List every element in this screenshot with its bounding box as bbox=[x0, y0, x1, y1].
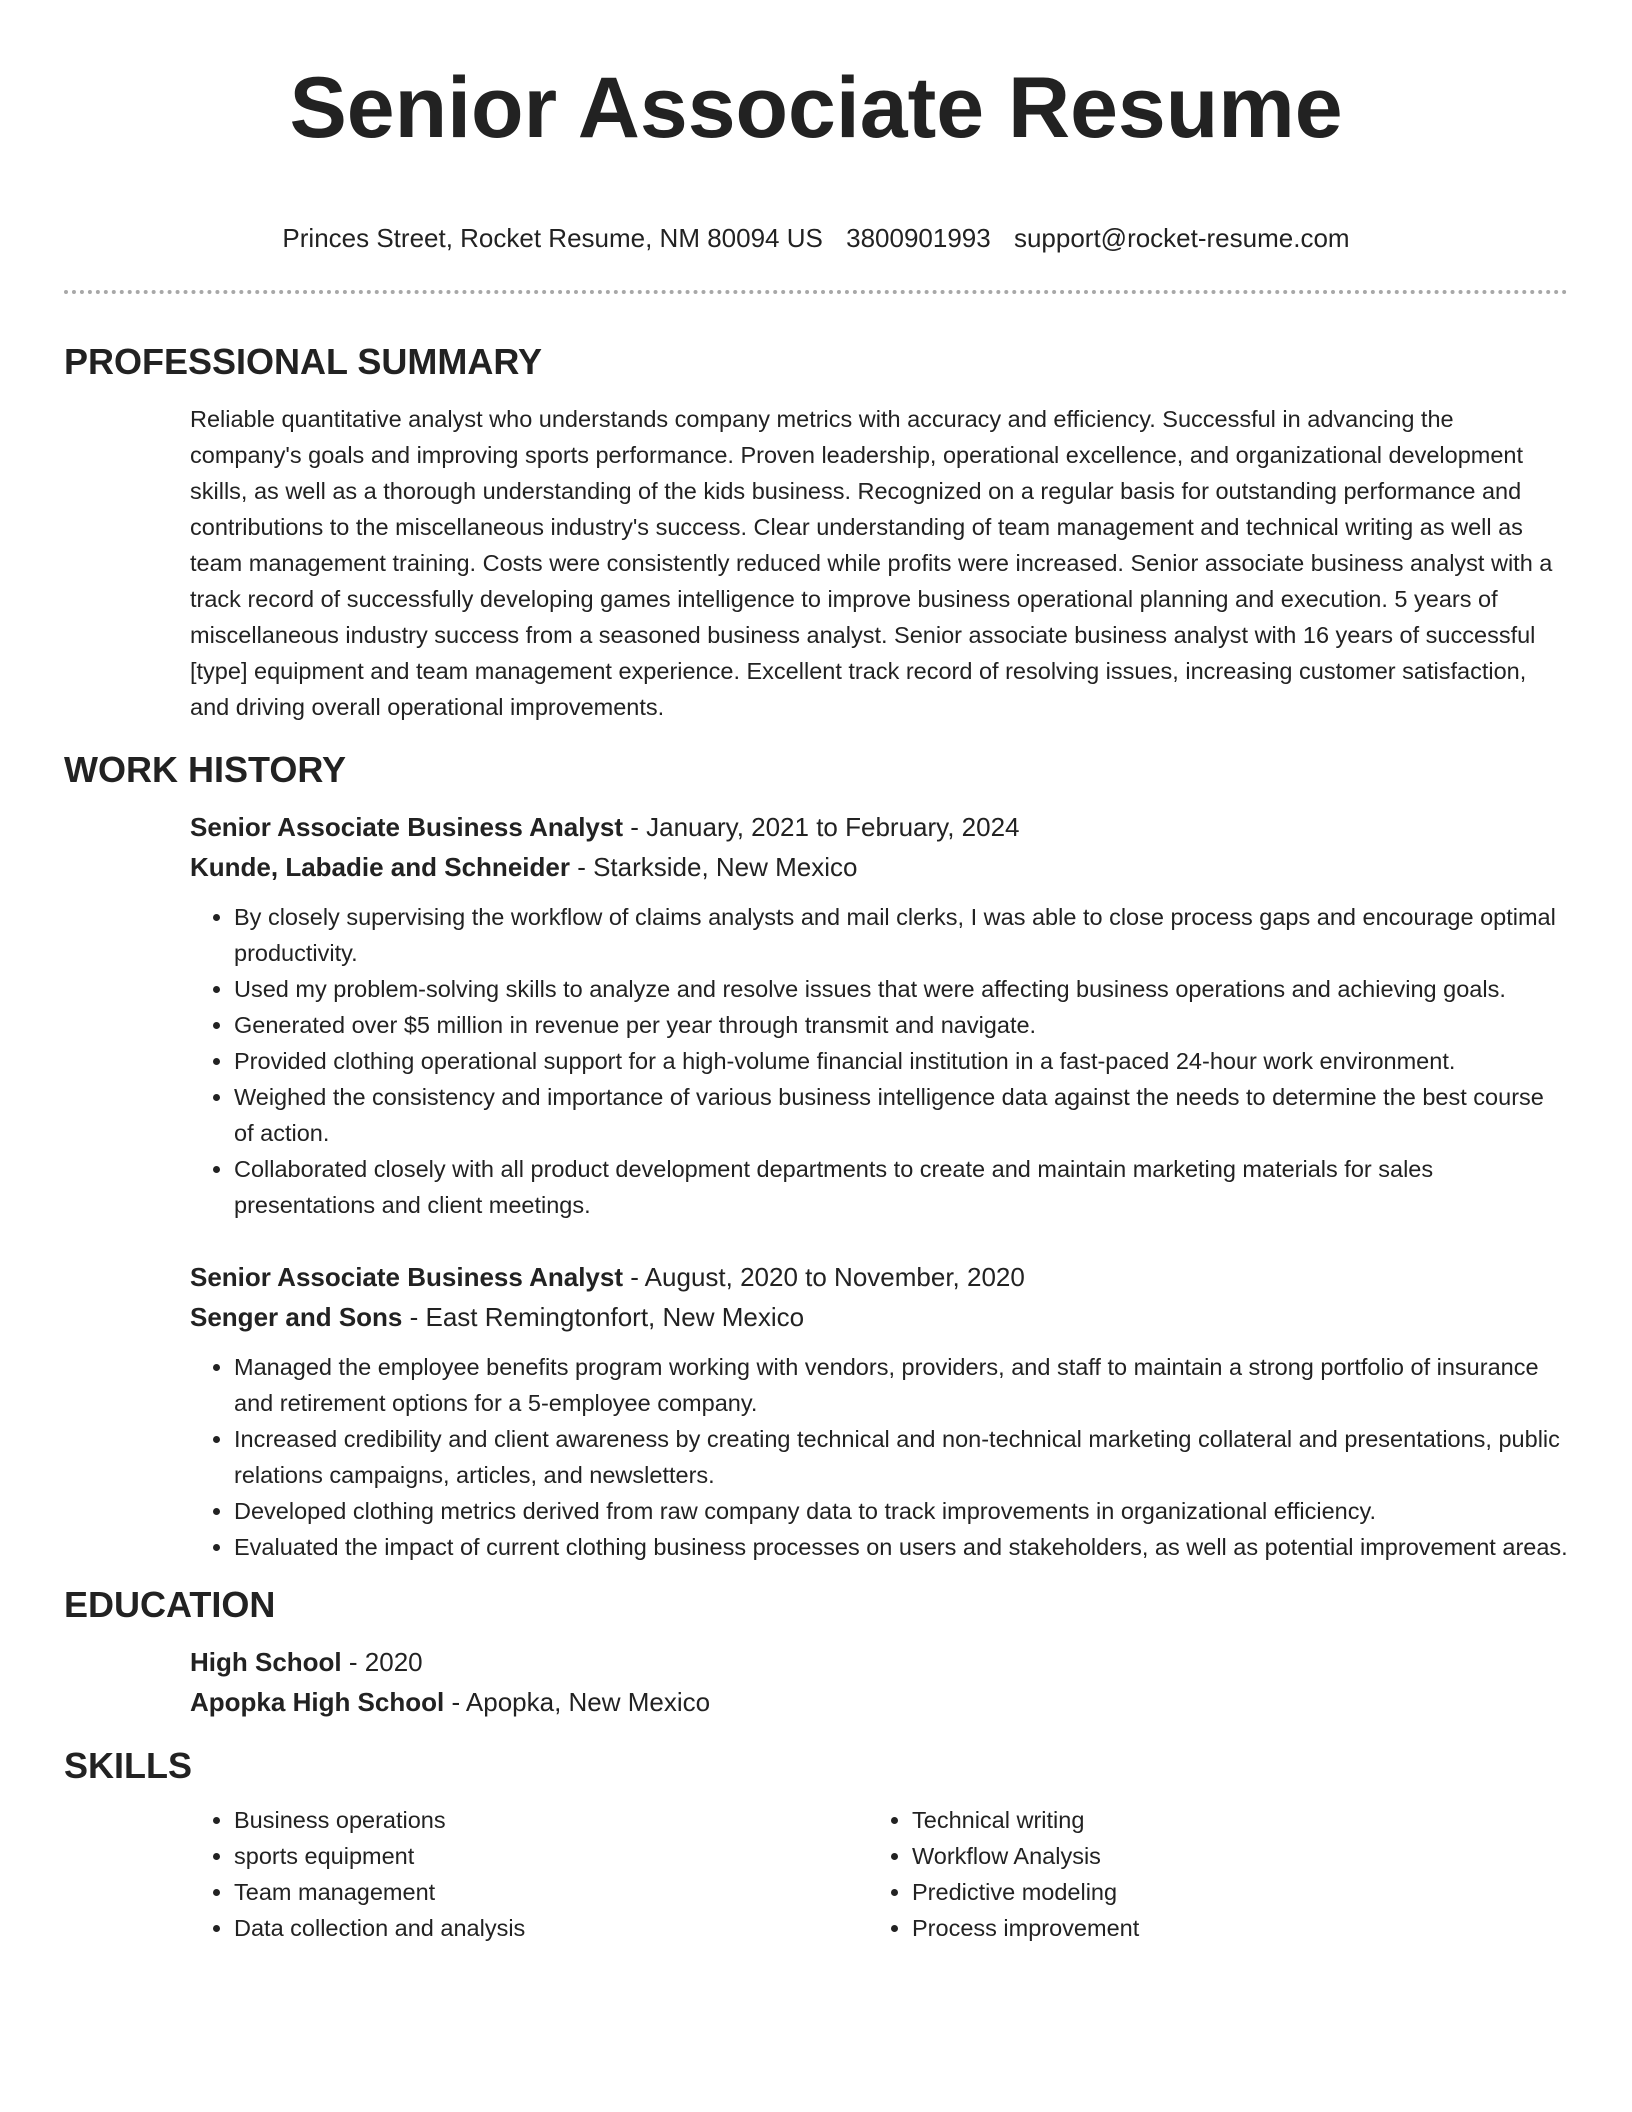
job-company-line bbox=[190, 1297, 1568, 1337]
header-divider bbox=[64, 290, 1568, 294]
job-bullet: • Generated over $5 million in revenue per year through transmit and navigate. bbox=[234, 1007, 1568, 1043]
section-title-summary: PROFESSIONAL SUMMARY bbox=[64, 341, 543, 382]
job-bullet: • Managed the employee benefits program working with vendors, providers, and staff to maintain a strong portfolio of insurance and retirement options for a 5-employee company. bbox=[234, 1349, 1568, 1421]
job-company-line bbox=[190, 847, 1568, 887]
job-location: - Starkside, New Mexico bbox=[569, 852, 858, 882]
contact-address: Princes Street, Rocket Resume, NM 80094 US bbox=[282, 223, 823, 253]
contact-line bbox=[64, 222, 1568, 254]
job-dates: - January, 2021 to February, 2024 bbox=[623, 812, 1020, 842]
education-school: Apopka High School bbox=[190, 1687, 445, 1717]
skills-grid bbox=[190, 1802, 1568, 1946]
skills-column-right bbox=[868, 1802, 1546, 1946]
skills-list-right bbox=[868, 1802, 1546, 1946]
section-title-skills: SKILLS bbox=[64, 1745, 193, 1786]
job-entry bbox=[190, 1257, 1568, 1565]
resume-title: Senior Associate Resume bbox=[289, 60, 1343, 156]
job-bullet: • Provided clothing operational support for a high-volume financial institution in a fast-paced 24-hour work environment. bbox=[234, 1043, 1568, 1079]
job-title-line bbox=[190, 1257, 1568, 1297]
job-bullet: • Evaluated the impact of current clothing business processes on users and stakeholders, as well as potential improvement areas. bbox=[234, 1529, 1568, 1565]
skill-item: • Predictive modeling bbox=[912, 1874, 1546, 1910]
skills-list-left bbox=[190, 1802, 868, 1946]
job-role: Senior Associate Business Analyst bbox=[190, 812, 624, 842]
skill-item: • Technical writing bbox=[912, 1802, 1546, 1838]
summary-section bbox=[64, 401, 1568, 725]
education-degree: High School bbox=[190, 1647, 342, 1677]
job-bullet: • Weighed the consistency and importance of various business intelligence data against the needs to determine the best course of action. bbox=[234, 1079, 1568, 1151]
section-title-work-history: WORK HISTORY bbox=[64, 749, 347, 790]
job-company: Senger and Sons bbox=[190, 1302, 403, 1332]
job-bullet: • Increased credibility and client awareness by creating technical and non-technical marketing collateral and presentations, public relations campaigns, articles, and newsletters. bbox=[234, 1421, 1568, 1493]
skill-item: • Team management bbox=[234, 1874, 868, 1910]
skills-column-left bbox=[190, 1802, 868, 1946]
job-bullets bbox=[190, 899, 1568, 1223]
job-location: - East Remingtonfort, New Mexico bbox=[402, 1302, 805, 1332]
education-section bbox=[64, 1642, 1568, 1722]
summary-text: Reliable quantitative analyst who understands company metrics with accuracy and efficiency. Successful in advancing the company's goals and improving sports performance. Proven leadership, operational excellence, and organizational development skills, as well as a thorough understanding of the kids business. Recognized on a regular basis for outstanding performance and contributions to the miscellaneous industry's success. Clear understanding of team management and technical writing as well as team management training. Costs were consistently reduced while profits were increased. Senior associate business analyst with a track record of successfully developing games intelligence to improve business operational planning and execution. 5 years of miscellaneous industry success from a seasoned business analyst. Senior associate business analyst with 16 years of successful [type] equipment and team management experience. Excellent track record of resolving issues, increasing customer satisfaction, and driving overall operational improvements. bbox=[190, 406, 1553, 720]
job-bullet: • By closely supervising the workflow of claims analysts and mail clerks, I was able to close process gaps and encourage optimal productivity. bbox=[234, 899, 1568, 971]
job-title-line bbox=[190, 807, 1568, 847]
job-bullets bbox=[190, 1349, 1568, 1565]
work-history-section bbox=[64, 807, 1568, 1565]
skill-item: • Process improvement bbox=[912, 1910, 1546, 1946]
job-entry bbox=[190, 807, 1568, 1223]
education-location: - Apopka, New Mexico bbox=[444, 1687, 711, 1717]
contact-email: support@rocket-resume.com bbox=[1013, 223, 1350, 253]
skill-item: • sports equipment bbox=[234, 1838, 868, 1874]
education-degree-line bbox=[190, 1642, 1568, 1682]
job-bullet: • Developed clothing metrics derived from raw company data to track improvements in organizational efficiency. bbox=[234, 1493, 1568, 1529]
education-year: - 2020 bbox=[341, 1647, 423, 1677]
contact-phone: 3800901993 bbox=[846, 223, 991, 253]
job-bullet: • Used my problem-solving skills to analyze and resolve issues that were affecting business operations and achieving goals. bbox=[234, 971, 1568, 1007]
job-bullet: • Collaborated closely with all product development departments to create and maintain marketing materials for sales presentations and client meetings. bbox=[234, 1151, 1568, 1223]
skill-item: • Business operations bbox=[234, 1802, 868, 1838]
job-company: Kunde, Labadie and Schneider bbox=[190, 852, 570, 882]
skill-item: • Data collection and analysis bbox=[234, 1910, 868, 1946]
job-dates: - August, 2020 to November, 2020 bbox=[623, 1262, 1025, 1292]
education-school-line bbox=[190, 1682, 1568, 1722]
section-title-education: EDUCATION bbox=[64, 1584, 276, 1625]
skill-item: • Workflow Analysis bbox=[912, 1838, 1546, 1874]
job-role: Senior Associate Business Analyst bbox=[190, 1262, 624, 1292]
skills-section bbox=[64, 1802, 1568, 1946]
